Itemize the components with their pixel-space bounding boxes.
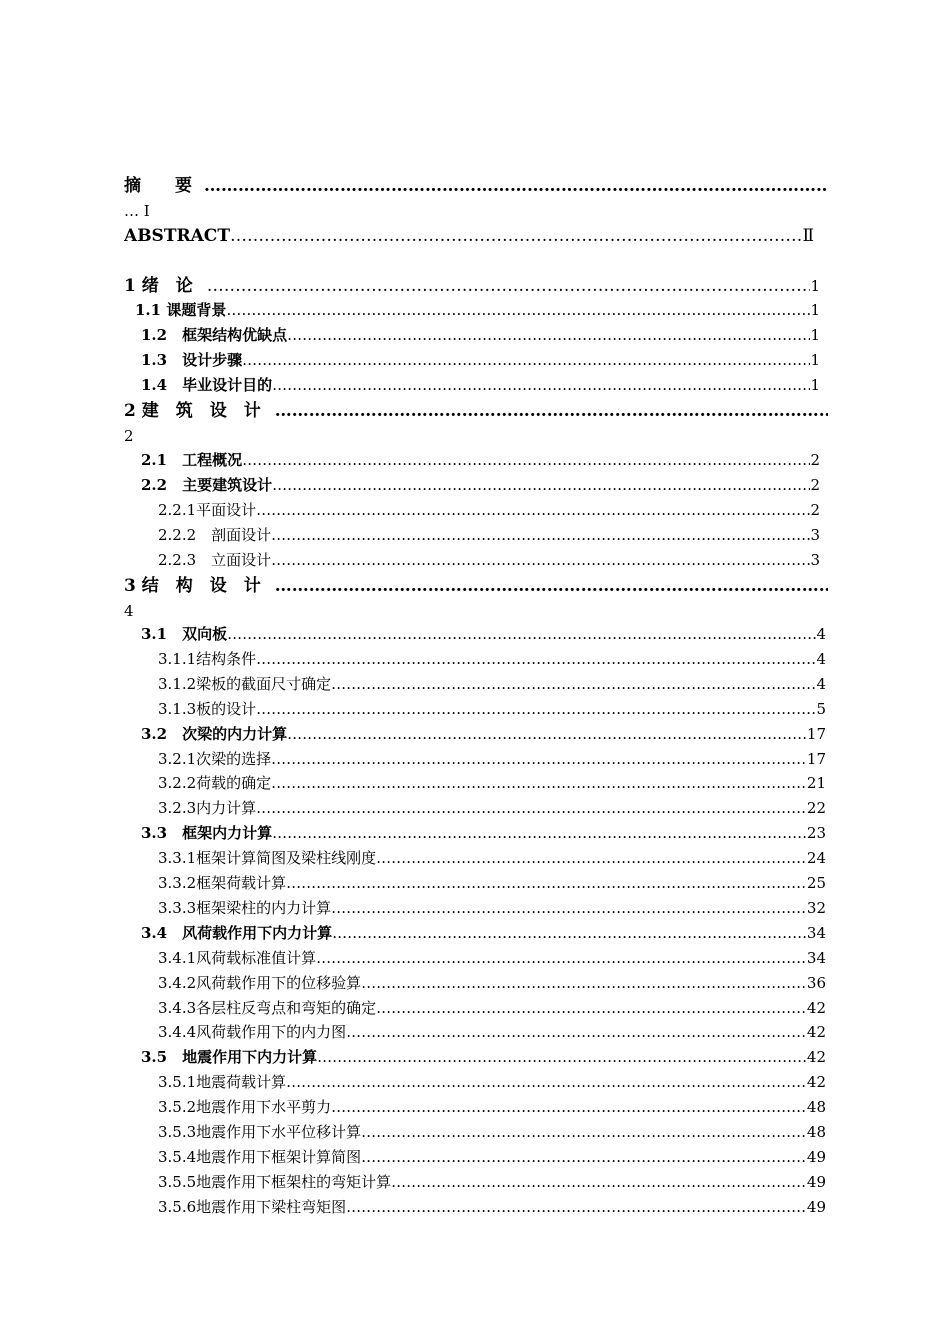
toc-entry-chapter-3[interactable] (124, 574, 828, 598)
toc-entry-abstract-cn[interactable] (124, 174, 828, 198)
toc-leader-dots (275, 574, 828, 598)
toc-entry-page: 42 (806, 1023, 826, 1042)
toc-entry-title: 3.2 次梁的内力计算 (141, 724, 288, 743)
toc-entry-title: 1.2 框架结构优缺点 (141, 326, 288, 344)
toc-entry-title: 3.3.3框架梁柱的内力计算 (158, 898, 332, 917)
toc-entry-3-5[interactable] (141, 1045, 826, 1069)
toc-entry-page: 49 (806, 1147, 826, 1166)
toc-leader-dots (391, 1170, 807, 1194)
toc-entry-title: 2 建 筑 设 计 (124, 401, 261, 421)
toc-entry-page: 4 (816, 674, 826, 693)
toc-entry-title: 3.1.2梁板的截面尺寸确定 (158, 674, 332, 693)
toc-entry-3-1-1结构条件[interactable] (158, 647, 826, 671)
toc-entry-page: 4 (816, 625, 826, 643)
toc-leader-dots (287, 722, 807, 746)
toc-entry-3-3-3框架梁柱的内力计算[interactable] (158, 896, 826, 920)
toc-entry-title: 2.2 主要建筑设计 (141, 476, 273, 494)
toc-entry-2-2[interactable] (141, 473, 820, 497)
toc-leader-dots (361, 971, 807, 995)
toc-entry-title: 3.5.5地震作用下框架柱的弯矩计算 (158, 1172, 392, 1191)
toc-leader-dots (376, 996, 807, 1020)
toc-entry-title: 2.1 工程概况 (141, 451, 243, 469)
toc-entry-3-1-2梁板的截面尺寸确定[interactable] (158, 672, 826, 696)
toc-leader-dots (271, 771, 807, 795)
toc-entry-title: 2.2.2 剖面设计 (158, 526, 272, 544)
toc-entry-2-2-3[interactable] (158, 548, 820, 572)
toc-entry-title: 2.2.3 立面设计 (158, 551, 272, 569)
toc-entry-3-5-4地震作用下框架计算简图[interactable] (158, 1145, 826, 1169)
toc-entry-3-5-1地震荷载计算[interactable] (158, 1070, 826, 1094)
toc-entry-page: 22 (806, 799, 826, 818)
toc-entry-page: 1 (810, 351, 820, 369)
toc-entry-title: 3.5.6地震作用下梁柱弯矩图 (158, 1197, 347, 1216)
toc-entry-page: 42 (806, 1048, 826, 1067)
toc-entry-2-1[interactable] (141, 448, 820, 472)
toc-leader-dots (242, 448, 810, 472)
toc-leader-dots (271, 548, 810, 572)
toc-leader-dots (316, 946, 807, 970)
toc-entry-chapter-2-page: 2 (124, 427, 134, 445)
toc-entry-title: 3.4.4风荷载作用下的内力图 (158, 1023, 347, 1042)
toc-entry-3-2-3内力计算[interactable] (158, 796, 826, 820)
toc-leader-dots (256, 796, 807, 820)
toc-entry-title: 3.5.1地震荷载计算 (158, 1073, 287, 1092)
toc-entry-3-2[interactable] (141, 722, 826, 746)
toc-leader-dots (272, 821, 807, 845)
toc-leader-dots (287, 323, 810, 347)
toc-entry-title: 3.5.2地震作用下水平剪力 (158, 1098, 332, 1117)
toc-entry-3-1-3板的设计[interactable] (158, 697, 826, 721)
toc-entry-page: 49 (806, 1197, 826, 1216)
toc-entry-title: 3.3.2框架荷载计算 (158, 874, 287, 892)
toc-leader-dots (361, 1145, 807, 1169)
toc-entry-chapter-3-page: 4 (124, 602, 134, 620)
toc-leader-dots (272, 473, 810, 497)
toc-leader-dots (317, 1045, 807, 1069)
toc-entry-page: 24 (806, 849, 826, 868)
toc-entry-3-2-2荷载的确定[interactable] (158, 771, 826, 795)
toc-leader-dots (331, 896, 807, 920)
toc-entry-page: 48 (806, 1098, 826, 1117)
toc-entry-1-3[interactable] (141, 348, 820, 372)
toc-entry-title: ABSTRACT (124, 226, 230, 246)
toc-entry-title: 1.3 设计步骤 (141, 351, 243, 369)
toc-entry-3-4-1风荷载标准值计算[interactable] (158, 946, 826, 970)
toc-entry-page: Ⅰ (143, 202, 150, 220)
toc-entry-1-2[interactable] (141, 323, 820, 347)
toc-entry-page: 1 (810, 301, 820, 319)
toc-entry-3-5-3地震作用下水平位移计算[interactable] (158, 1120, 826, 1144)
toc-entry-chapter-1[interactable] (124, 274, 820, 298)
toc-entry-title: 1.4 毕业设计目的 (141, 376, 273, 394)
toc-leader-dots (256, 498, 810, 522)
toc-entry-page: 25 (806, 874, 826, 892)
toc-entry-page: 4 (816, 649, 826, 668)
toc-leader-dots (331, 1095, 807, 1119)
toc-entry-title: 3.1 双向板 (141, 625, 228, 643)
toc-entry-page: 5 (816, 699, 826, 718)
toc-leader-dots: … (124, 202, 139, 220)
toc-leader-dots (227, 622, 816, 646)
toc-entry-page: 23 (806, 824, 826, 843)
toc-entry-page: 3 (810, 526, 820, 544)
toc-leader-dots (242, 348, 810, 372)
toc-entry-title: 摘 要 (124, 176, 192, 196)
toc-entry-title: 3.2.3内力计算 (158, 799, 257, 818)
toc-entry-title: 3.4.1风荷载标准值计算 (158, 948, 317, 967)
toc-entry-page: 42 (806, 998, 826, 1017)
toc-leader-dots (207, 274, 811, 298)
toc-leader-dots (346, 1020, 807, 1044)
toc-entry-page: 17 (806, 724, 826, 743)
toc-entry-1-4[interactable] (141, 373, 820, 397)
toc-entry-3-5-6地震作用下梁柱弯矩图[interactable] (158, 1195, 826, 1219)
toc-entry-3-3-2框架荷载计算[interactable] (158, 871, 826, 895)
toc-entry-3-4-2风荷载作用下的位移验算[interactable] (158, 971, 826, 995)
toc-leader-dots (286, 1070, 807, 1094)
toc-leader-dots (332, 921, 807, 945)
toc-entry-page: 36 (806, 973, 826, 992)
toc-leader-dots (376, 846, 807, 870)
toc-entry-page: 17 (806, 749, 826, 768)
toc-entry-page: 1 (810, 277, 820, 295)
toc-entry-page: Ⅱ (802, 226, 814, 246)
toc-entry-3-5-5地震作用下框架柱的弯矩计算[interactable] (158, 1170, 826, 1194)
toc-leader-dots (230, 224, 802, 248)
toc-entry-title: 3.1.3板的设计 (158, 699, 257, 718)
toc-entry-page: 32 (806, 898, 826, 917)
toc-entry-title: 1.1 课题背景 (135, 301, 227, 319)
toc-entry-title: 3 结 构 设 计 (124, 576, 261, 596)
toc-leader-dots (275, 399, 828, 423)
toc-leader-dots (271, 747, 807, 771)
toc-entry-page: 3 (810, 551, 820, 569)
toc-entry-3-3-1框架计算简图及梁柱线刚度[interactable] (158, 846, 826, 870)
toc-leader-dots (346, 1195, 807, 1219)
toc-entry-title: 3.5.4地震作用下框架计算简图 (158, 1147, 362, 1166)
toc-entry-2-2-1[interactable] (158, 498, 820, 522)
toc-entry-title: 3.1.1结构条件 (158, 649, 257, 668)
toc-entry-3-4-4风荷载作用下的内力图[interactable] (158, 1020, 826, 1044)
toc-entry-page: 48 (806, 1123, 826, 1141)
toc-entry-page: 2 (810, 501, 820, 519)
toc-leader-dots (256, 647, 816, 671)
toc-entry-2-2-2[interactable] (158, 523, 820, 547)
toc-leader-dots (331, 672, 816, 696)
toc-entry-title: 3.5 地震作用下内力计算 (141, 1048, 318, 1067)
toc-entry-page: 49 (806, 1172, 826, 1191)
toc-leader-dots (226, 298, 810, 322)
toc-entry-page: 2 (810, 451, 820, 469)
toc-entry-title: 1 绪 论 (124, 276, 193, 296)
toc-entry-title: 2.2.1平面设计 (158, 501, 257, 519)
toc-leader-dots (272, 373, 810, 397)
toc-entry-page: 1 (810, 326, 820, 344)
toc-entry-page: 2 (810, 476, 820, 494)
toc-entry-title: 3.2.1次梁的选择 (158, 749, 272, 768)
toc-entry-page: 34 (806, 948, 826, 967)
toc-leader-dots (204, 174, 828, 198)
toc-entry-title: 3.4.2风荷载作用下的位移验算 (158, 973, 362, 992)
toc-entry-title: 3.4.3各层柱反弯点和弯矩的确定 (158, 998, 377, 1017)
toc-entry-3-1[interactable] (141, 622, 826, 646)
toc-entry-1-1[interactable] (135, 298, 820, 322)
toc-entry-page: 21 (806, 774, 826, 793)
toc-entry-title: 3.2.2荷载的确定 (158, 774, 272, 793)
toc-entry-3-2-1次梁的选择[interactable] (158, 747, 826, 771)
toc-entry-title: 3.3 框架内力计算 (141, 824, 273, 843)
toc-entry-page: 42 (806, 1073, 826, 1092)
toc-entry-3-3[interactable] (141, 821, 826, 845)
toc-leader-dots (256, 697, 816, 721)
toc-entry-abstract-en[interactable] (124, 224, 814, 248)
toc-entry-abstract-cn-page-line (124, 201, 150, 221)
toc-entry-page: 1 (810, 376, 820, 394)
toc-entry-3-4-3各层柱反弯点和弯矩的确定[interactable] (158, 996, 826, 1020)
toc-entry-title: 3.4 风荷载作用下内力计算 (141, 923, 333, 942)
toc-entry-title: 3.5.3地震作用下水平位移计算 (158, 1123, 362, 1141)
toc-leader-dots (271, 523, 810, 547)
toc-entry-3-4[interactable] (141, 921, 826, 945)
toc-leader-dots (361, 1120, 807, 1144)
toc-entry-page: 34 (806, 923, 826, 942)
toc-leader-dots (286, 871, 807, 895)
toc-entry-chapter-2[interactable] (124, 399, 828, 423)
toc-entry-3-5-2地震作用下水平剪力[interactable] (158, 1095, 826, 1119)
toc-entry-title: 3.3.1框架计算简图及梁柱线刚度 (158, 849, 377, 868)
